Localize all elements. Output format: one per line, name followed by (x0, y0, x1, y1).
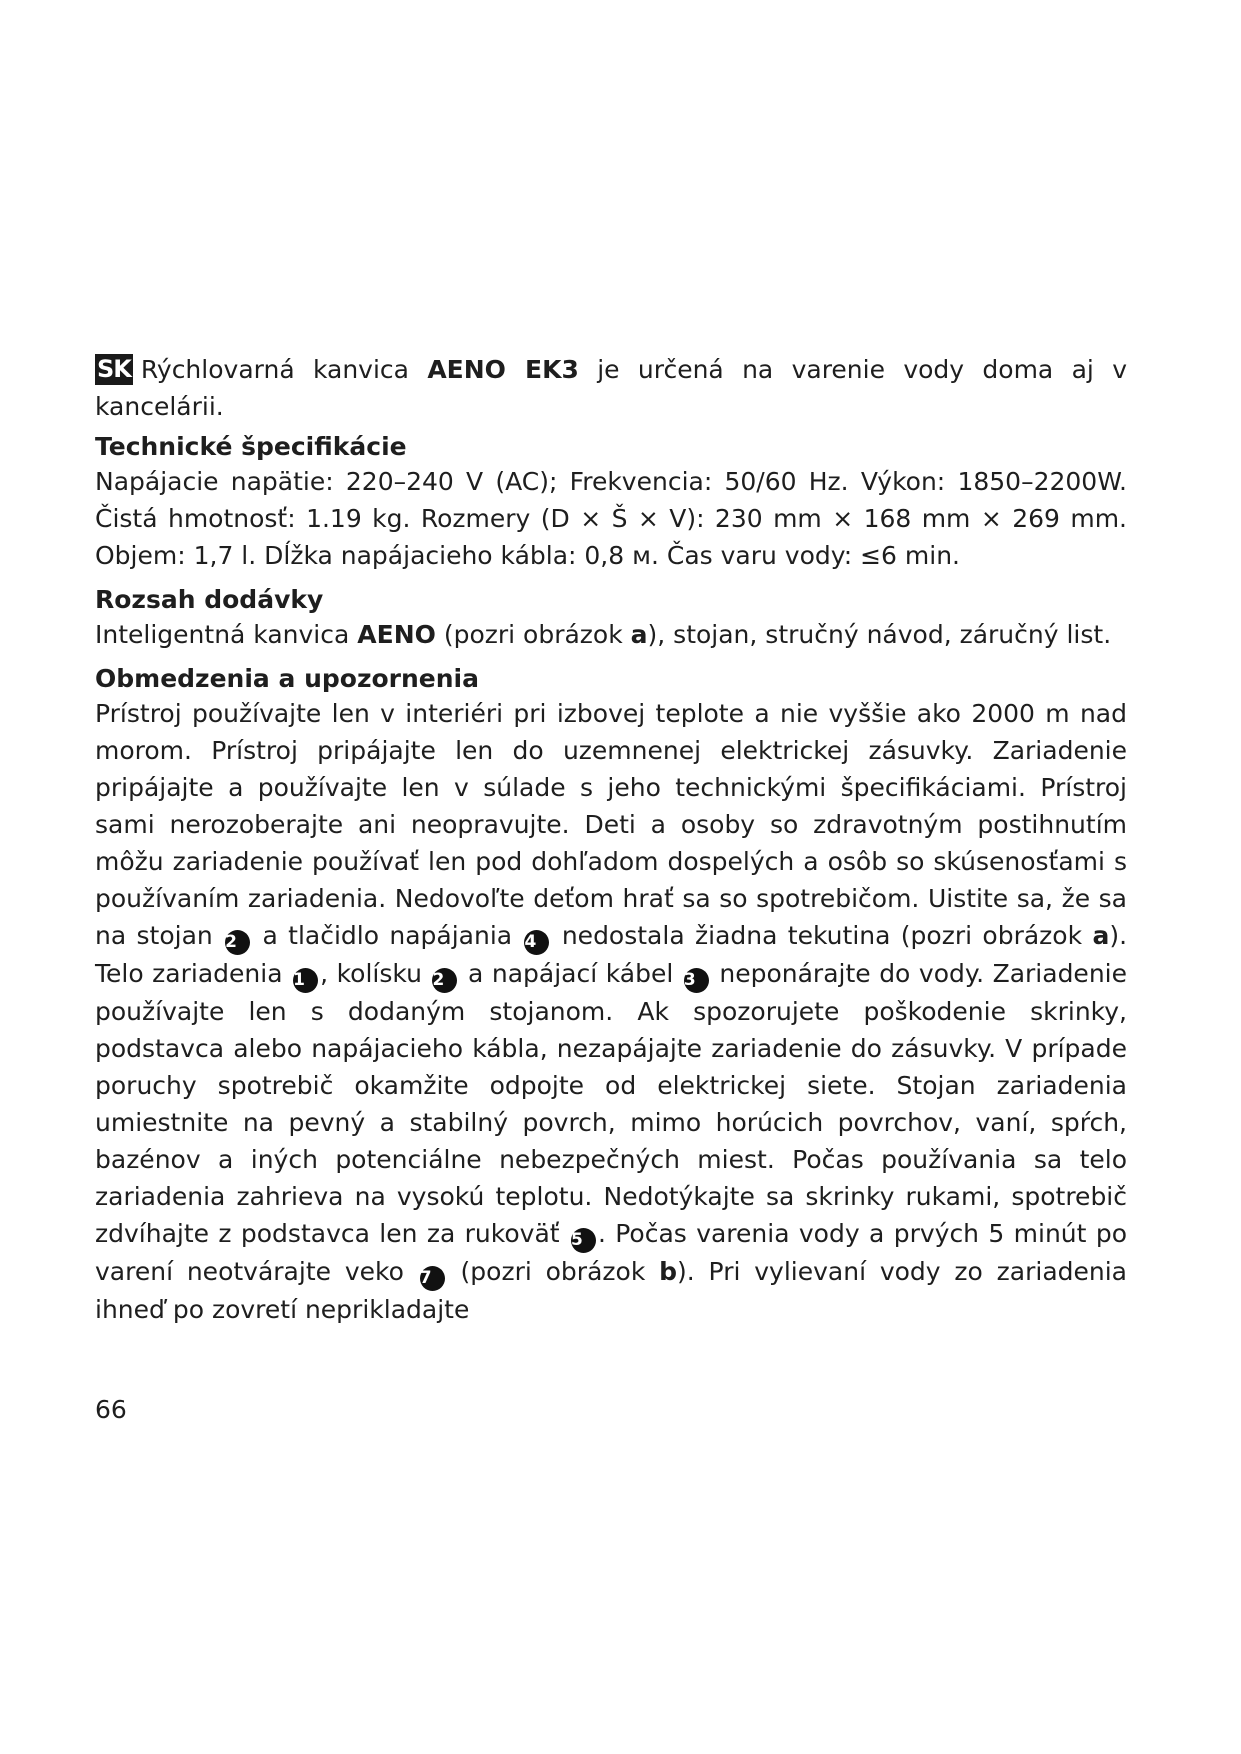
callout-5-icon: 5 (571, 1228, 596, 1253)
warnings-text-4: ). Telo zariadenia (95, 921, 1128, 988)
figure-ref-a: a (1092, 921, 1110, 950)
warnings-text-6: a napájací kábel (459, 959, 682, 988)
intro-text-1: Rýchlovarná kanvica (140, 355, 428, 384)
document-page (95, 351, 1127, 1328)
specs-text: Napájacie napätie: 220–240 V (AC); Frekvencia: 50/60 Hz. Výkon: 1850–2200W. Čistá hmotnosť: 1.19 kg. Rozmery (D × Š × V): 230 mm × 168 mm × 269 mm. Objem: 1,7 l. Dĺžka napájacieho kábla: 0,8 м. Čas varu vody: ≤6 min. (95, 467, 1127, 570)
warnings-text-5: , kolísku (320, 959, 431, 988)
warnings-text-9: (pozri obrázok (446, 1257, 660, 1286)
specs-heading: Technické špecifikácie (95, 432, 407, 461)
warnings-heading: Obmedzenia a upozornenia (95, 664, 479, 693)
intro-text-2: je určená na varenie vody doma aj v kancelárii. (95, 355, 1127, 421)
delivery-text-3: ), stojan, stručný návod, záručný list. (647, 620, 1112, 649)
warnings-text-2: a tlačidlo napájania (252, 921, 523, 950)
delivery-text-1: Inteligentná kanvica (95, 620, 358, 649)
figure-ref-a: a (630, 620, 648, 649)
delivery-heading: Rozsah dodávky (95, 585, 324, 614)
warnings-text-7: neponárajte do vody. Zariadenie používajte len s dodaným stojanom. Ak spozorujete poškodenie skrinky, podstavca alebo napájacieho kábla, nezapájajte zariadenie do zásuvky. V prípade poruchy spotrebič okamžite odpojte od elektrickej siete. Stojan zariadenia umiestnite na pevný a stabilný povrch, mimo horúcich povrchov, vaní, spŕch, bazénov a iných potenciálne nebezpečných miest. Počas používania sa telo zariadenia zahrieva na vysokú teplotu. Nedotýkajte sa skrinky rukami, spotrebič zdvíhajte z podstavca len za rukoväť (95, 959, 1127, 1248)
delivery-text-2: (pozri obrázok (435, 620, 631, 649)
warnings-text-3: nedostala žiadna tekutina (pozri obrázok (551, 921, 1093, 950)
callout-4-icon: 4 (524, 930, 549, 955)
brand-name: AENO (357, 620, 436, 649)
callout-1-icon: 1 (293, 968, 318, 993)
warnings-text (95, 695, 1127, 1328)
warnings-text-8: . Počas varenia vody a prvých 5 minút po varení neotvárajte veko (95, 1219, 1127, 1286)
callout-2-icon: 2 (432, 968, 457, 993)
delivery-text (95, 616, 1127, 653)
figure-ref-b: b (659, 1257, 678, 1286)
callout-2-icon: 2 (225, 930, 250, 955)
language-badge: SK (97, 355, 131, 383)
warnings-text-1: Prístroj používajte len v interiéri pri izbovej teplote a nie vyššie ako 2000 m nad morom. Prístroj pripájajte len do uzemnenej elektrickej zásuvky. Zariadenie pripájajte a používajte len v súlade s jeho technickými špecifikáciami. Prístroj sami nerozoberajte ani neopravujte. Deti a osoby so zdravotným postihnutím môžu zariadenie používať len pod dohľadom dospelých a osôb so skúsenosťami s používaním zariadenia. Nedovoľte deťom hrať sa so spotrebičom. Uistite sa, že sa na stojan (95, 699, 1127, 950)
callout-7-icon: 7 (420, 1266, 445, 1291)
warnings-text-10: ). Pri vylievaní vody zo zariadenia ihneď po zovretí neprikladajte (95, 1257, 1128, 1324)
callout-3-icon: 3 (684, 968, 709, 993)
intro-paragraph (95, 351, 1127, 425)
page-number: 66 (95, 1395, 127, 1424)
product-name: AENO EK3 (427, 355, 579, 384)
